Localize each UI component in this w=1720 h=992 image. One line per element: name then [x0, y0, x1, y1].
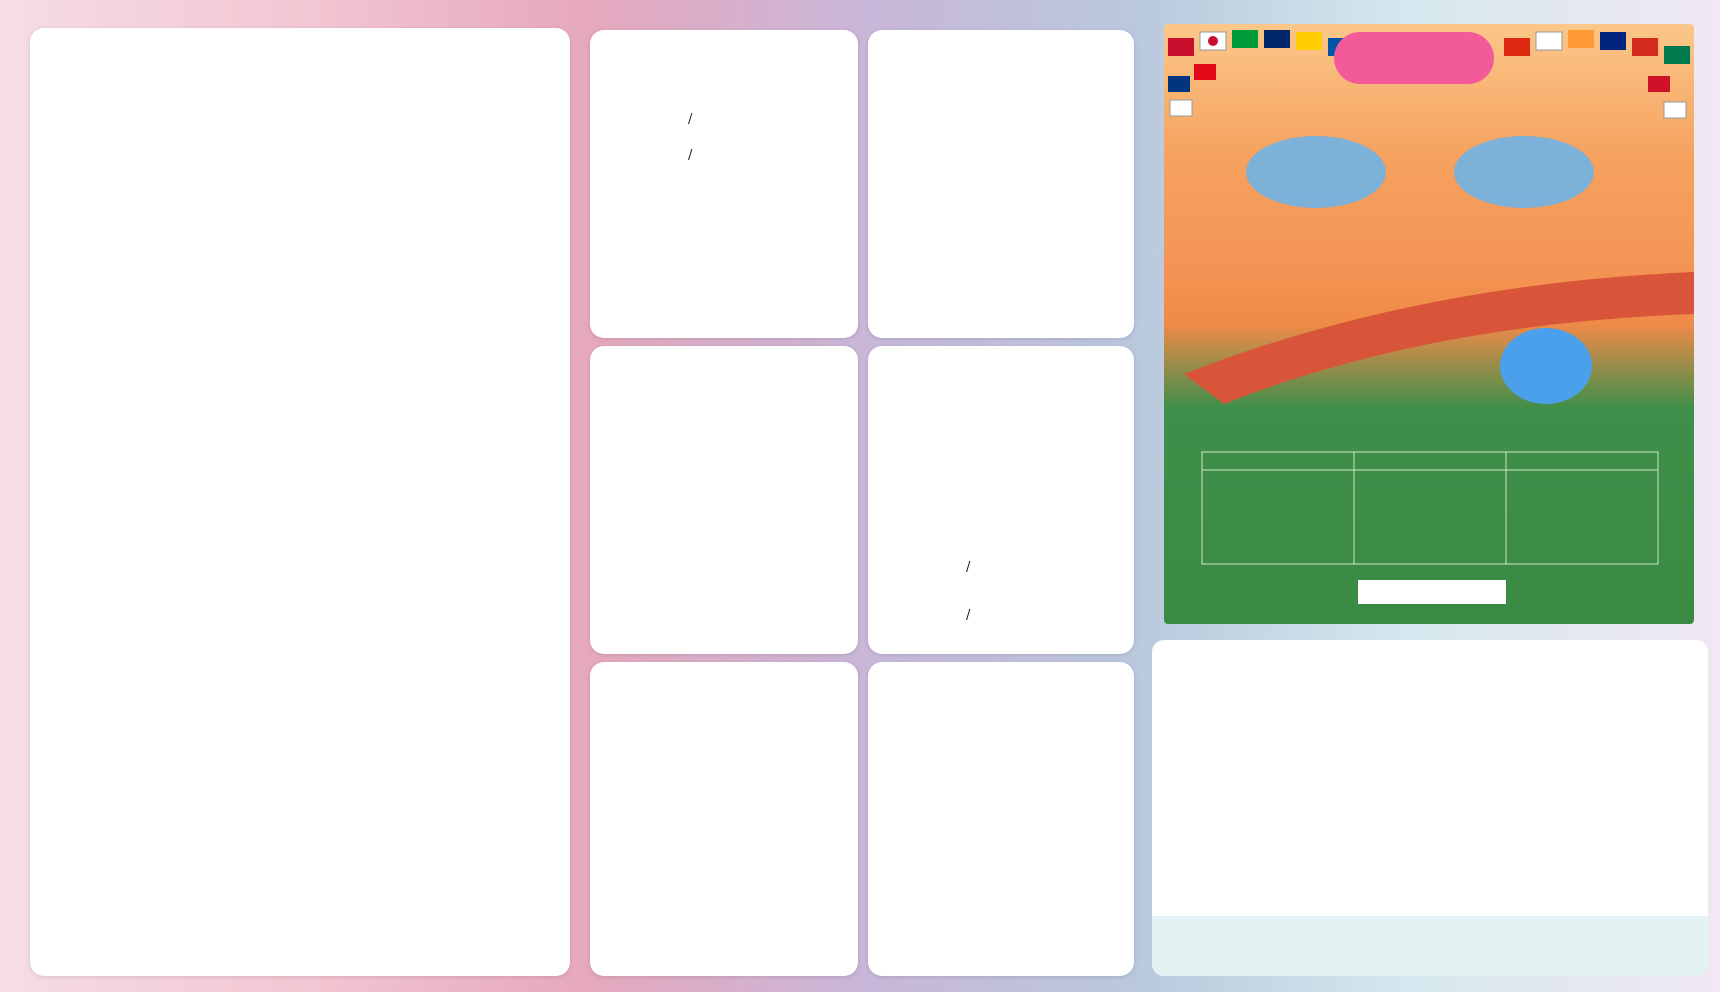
- poster-art: [1164, 24, 1694, 624]
- schedule-box: [1202, 452, 1658, 564]
- order-line: /: [608, 148, 846, 163]
- order-label: [886, 542, 966, 575]
- order-value: [996, 608, 1122, 623]
- dawn-prayer-panel: [590, 662, 858, 976]
- order-label: [608, 148, 688, 163]
- offering-notes: [1152, 916, 1708, 976]
- wed-morning-panel: [590, 346, 858, 654]
- order-line: /: [886, 608, 1122, 623]
- order-label: [886, 608, 966, 623]
- order-line: /: [886, 542, 1122, 575]
- order-label: [608, 112, 688, 127]
- order-value: [718, 112, 846, 127]
- order-line: /: [608, 112, 846, 127]
- order-value: [718, 148, 846, 163]
- running-track: [1184, 272, 1694, 404]
- offering-panel: [1152, 640, 1708, 976]
- order-value: [996, 542, 1122, 575]
- poster-title-art: [1246, 136, 1594, 208]
- church-logo-box: [1358, 580, 1506, 604]
- wed-evening-panel: [868, 346, 1134, 654]
- events-panel: [868, 30, 1134, 338]
- festival-poster: [1164, 24, 1694, 624]
- festival-badge: [1334, 32, 1494, 84]
- ball: [1500, 328, 1592, 404]
- sunday3-panel: [590, 30, 858, 338]
- friday-prayer-panel: [868, 662, 1134, 976]
- sunday-service-panel: [30, 28, 570, 976]
